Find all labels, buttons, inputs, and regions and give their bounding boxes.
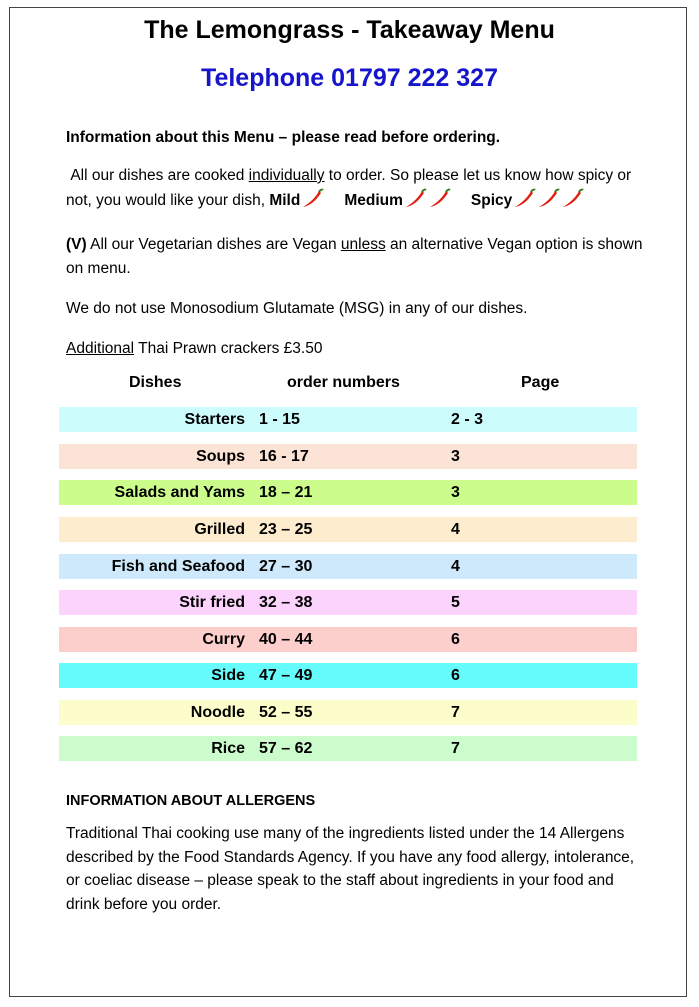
telephone-number: Telephone 01797 222 327 (201, 64, 498, 92)
page-number: 6 (451, 631, 460, 648)
spicy-chilies (512, 192, 584, 209)
order-numbers: 18 – 21 (259, 484, 313, 501)
page-number: 6 (451, 667, 460, 684)
vegan-paragraph (66, 233, 646, 281)
table-row (59, 663, 637, 688)
dish-name: Noodle (190, 704, 245, 721)
dish-name: Soups (196, 448, 245, 465)
table-row (59, 517, 637, 542)
info-heading: Information about this Menu – please read before ordering. (66, 129, 501, 146)
spice-spicy-label: Spicy (470, 192, 513, 209)
order-numbers: 1 - 15 (259, 411, 300, 428)
cooked-text-pre: All our dishes are cooked (70, 167, 249, 184)
page-number: 3 (451, 448, 460, 465)
dish-name: Rice (211, 740, 245, 757)
order-numbers: 23 – 25 (259, 521, 313, 538)
page-number: 4 (451, 558, 460, 575)
medium-chilies (403, 192, 451, 209)
order-numbers: 27 – 30 (259, 558, 313, 575)
table-row (59, 554, 637, 579)
chili-icon (427, 188, 451, 210)
table-row (59, 480, 637, 505)
veg-text-post: an alternative Vegan option is shown on menu. (66, 236, 643, 277)
table-row (59, 407, 637, 432)
page-title: The Lemongrass - Takeaway Menu (144, 16, 555, 44)
dish-name: Salads and Yams (114, 484, 245, 501)
spice-mild-label: Mild (269, 192, 301, 209)
allergens-heading: INFORMATION ABOUT ALLERGENS (66, 793, 316, 809)
allergens-text: Traditional Thai cooking use many of the ingredients listed under the 14 Allergens described by the Food Standards Agency. If you have any food allergy, intolerance, or coeliac disease – please speak to the staff about ingredients in your food and drink before you order. (66, 825, 635, 913)
order-numbers: 57 – 62 (259, 740, 313, 757)
chili-icon (560, 188, 584, 210)
dish-name: Stir fried (179, 594, 245, 611)
chili-icon (512, 188, 536, 210)
page-number: 2 - 3 (451, 411, 484, 428)
table-row (59, 627, 637, 652)
msg-notice: We do not use Monosodium Glutamate (MSG) in any of our dishes. (66, 300, 528, 317)
veg-marker: (V) (66, 236, 87, 253)
dish-name: Curry (202, 631, 245, 648)
header-order-numbers: order numbers (287, 374, 400, 391)
page-number: 7 (451, 740, 460, 757)
spice-paragraph (66, 164, 646, 213)
dish-name: Fish and Seafood (111, 558, 245, 575)
header-dishes: Dishes (129, 374, 182, 391)
dish-name: Starters (184, 411, 245, 428)
spice-medium-label: Medium (344, 192, 403, 209)
order-numbers: 40 – 44 (259, 631, 313, 648)
table-row (59, 700, 637, 725)
cooked-text-post: to order. So please let us know how spicy or not, you would like your dish, (66, 167, 632, 209)
additional-underlined: Additional (66, 340, 135, 357)
individually-underlined: individually (248, 167, 325, 184)
dish-name: Grilled (194, 521, 245, 538)
table-row (59, 590, 637, 615)
header-page: Page (521, 374, 560, 391)
dish-name: Side (211, 667, 245, 684)
veg-text-pre: All our Vegetarian dishes are Vegan (86, 236, 341, 253)
order-numbers: 52 – 55 (259, 704, 313, 721)
page-number: 7 (451, 704, 460, 721)
mild-chilies (300, 192, 324, 209)
order-numbers: 47 – 49 (259, 667, 313, 684)
chili-icon (300, 188, 324, 210)
page-number: 4 (451, 521, 460, 538)
page-number: 3 (451, 484, 460, 501)
page-number: 5 (451, 594, 460, 611)
unless-underlined: unless (340, 236, 386, 253)
chili-icon (536, 188, 560, 210)
chili-icon (403, 188, 427, 210)
order-numbers: 32 – 38 (259, 594, 313, 611)
table-row (59, 736, 637, 761)
crackers-text: Thai Prawn crackers £3.50 (134, 340, 323, 357)
table-row (59, 444, 637, 469)
order-numbers: 16 - 17 (259, 448, 309, 465)
prawn-crackers-line (66, 337, 646, 361)
